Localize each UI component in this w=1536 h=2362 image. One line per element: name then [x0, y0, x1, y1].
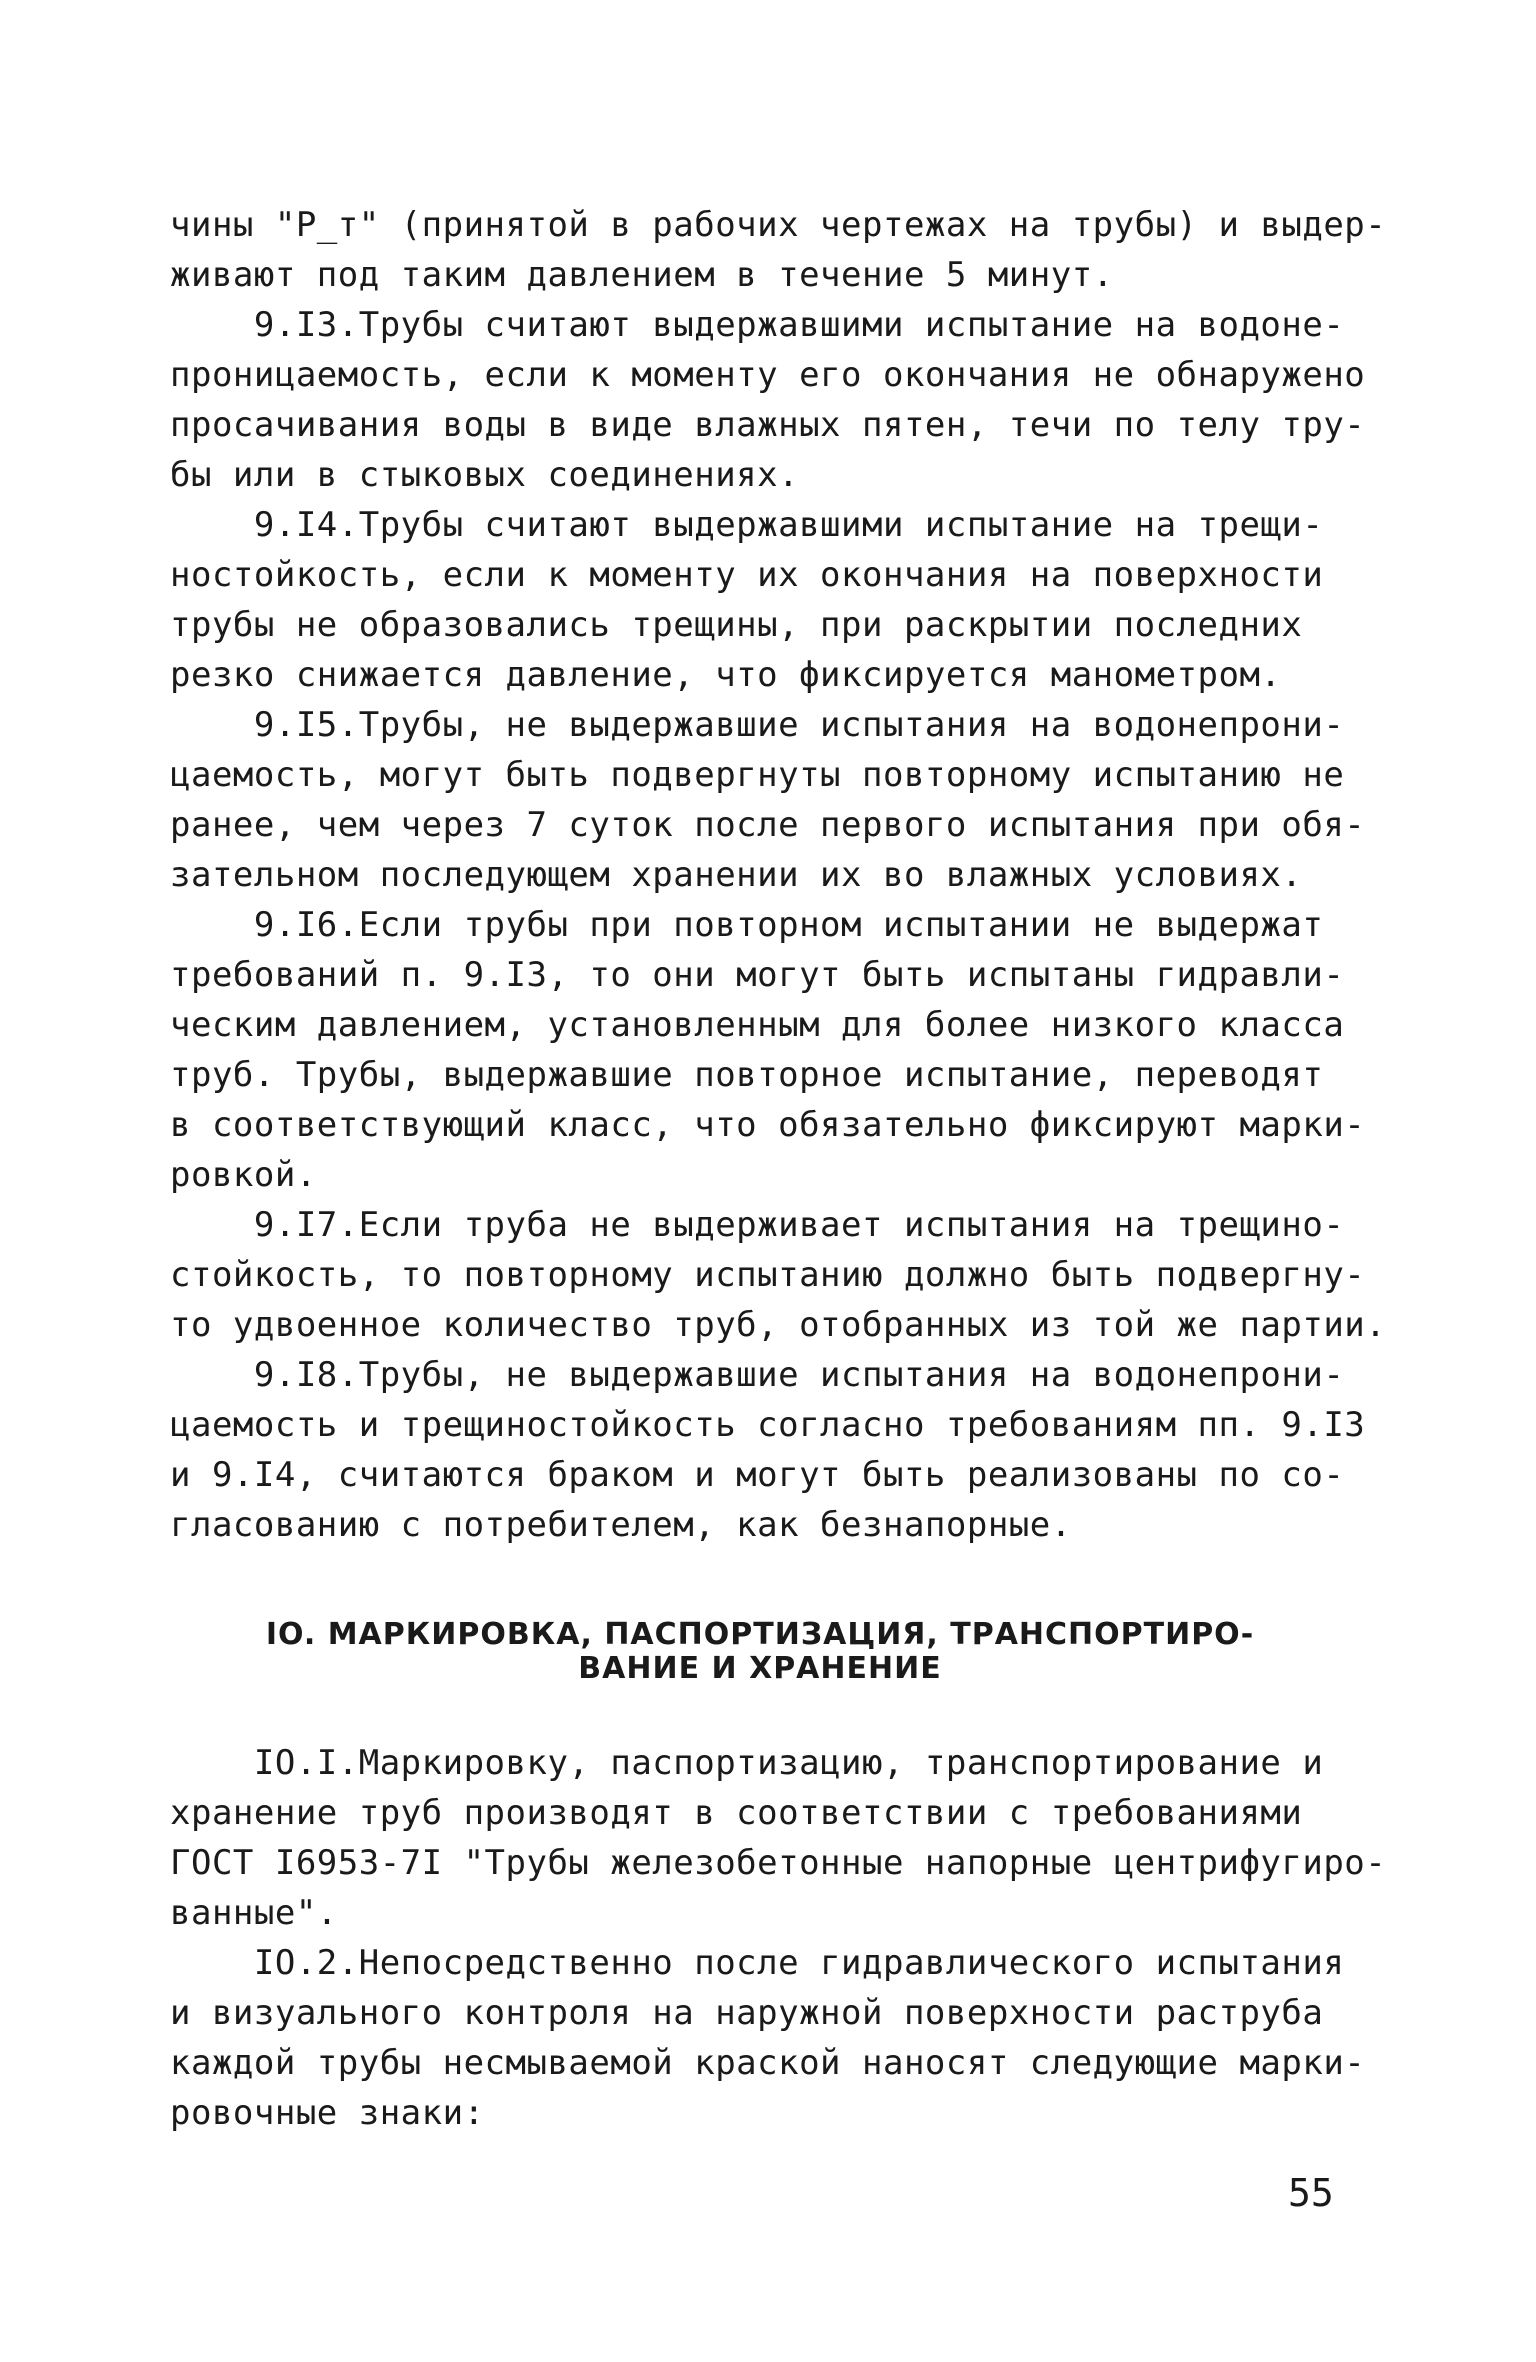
- text-line: 9.I3.Трубы считают выдержавшими испытание на водоне-: [170, 305, 1345, 345]
- text-line: и визуального контроля на наружной поверхности раструба: [170, 1993, 1324, 2033]
- text-line: 9.I8.Трубы, не выдержавшие испытания на водонепрони-: [170, 1355, 1345, 1395]
- text-line: просачивания воды в виде влажных пятен, течи по телу тру-: [170, 405, 1366, 445]
- text-line: стойкость, то повторному испытанию должно быть подвергну-: [170, 1255, 1366, 1295]
- heading-line: IO. МАРКИРОВКА, ПАСПОРТИЗАЦИЯ, ТРАНСПОРТИРО-: [265, 1617, 1255, 1652]
- text-line: хранение труб производят в соответствии с требованиями: [170, 1793, 1303, 1833]
- text-line: ческим давлением, установленным для более низкого класса: [170, 1005, 1345, 1045]
- text-line: ранее, чем через 7 суток после первого испытания при обя-: [170, 805, 1366, 845]
- text-line: требований п. 9.I3, то они могут быть испытаны гидравли-: [170, 955, 1345, 995]
- text-line: IO.2.Непосредственно после гидравлического испытания: [170, 1943, 1345, 1983]
- text-line: ностойкость, если к моменту их окончания на поверхности: [170, 555, 1324, 595]
- text-line: в соответствующий класс, что обязательно фиксируют марки-: [170, 1105, 1366, 1145]
- text-line: ровкой.: [170, 1155, 317, 1195]
- text-line: чины "Р_т" (принятой в рабочих чертежах на трубы) и выдер-: [170, 205, 1387, 245]
- text-line: ГОСТ I6953-7I "Трубы железобетонные напорные центрифугиро-: [170, 1843, 1387, 1883]
- text-line: проницаемость, если к моменту его окончания не обнаружено: [170, 355, 1366, 395]
- text-line: ванные".: [170, 1893, 338, 1933]
- text-line: живают под таким давлением в течение 5 минут.: [170, 255, 1114, 295]
- text-line: 9.I4.Трубы считают выдержавшими испытание на трещи-: [170, 505, 1324, 545]
- text-line: бы или в стыковых соединениях.: [170, 455, 800, 495]
- text-line: 9.I6.Если трубы при повторном испытании не выдержат: [170, 905, 1324, 945]
- text-line: гласованию с потребителем, как безнапорные.: [170, 1505, 1072, 1545]
- page-number: 55: [1288, 2171, 1334, 2215]
- text-line: 9.I7.Если труба не выдерживает испытания на трещино-: [170, 1205, 1345, 1245]
- text-line: труб. Трубы, выдержавшие повторное испытание, переводят: [170, 1055, 1324, 1095]
- text-line: то удвоенное количество труб, отобранных из той же партии.: [170, 1305, 1387, 1345]
- text-line: зательном последующем хранении их во влажных условиях.: [170, 855, 1303, 895]
- text-line: IO.I.Маркировку, паспортизацию, транспортирование и: [170, 1743, 1324, 1783]
- section-10-text: [170, 1738, 1387, 2138]
- text-line: и 9.I4, считаются браком и могут быть реализованы по со-: [170, 1455, 1345, 1495]
- heading-line: ВАНИЕ И ХРАНЕНИЕ: [578, 1651, 942, 1686]
- text-line: трубы не образовались трещины, при раскрытии последних: [170, 605, 1303, 645]
- text-line: ровочные знаки:: [170, 2093, 485, 2133]
- text-line: цаемость, могут быть подвергнуты повторному испытанию не: [170, 755, 1345, 795]
- text-line: резко снижается давление, что фиксируется манометром.: [170, 655, 1282, 695]
- text-line: каждой трубы несмываемой краской наносят следующие марки-: [170, 2043, 1366, 2083]
- section-9-text: [170, 200, 1387, 1550]
- text-line: цаемость и трещиностойкость согласно требованиям пп. 9.I3: [170, 1405, 1366, 1445]
- section-10-heading: [170, 1618, 1350, 1686]
- text-line: 9.I5.Трубы, не выдержавшие испытания на водонепрони-: [170, 705, 1345, 745]
